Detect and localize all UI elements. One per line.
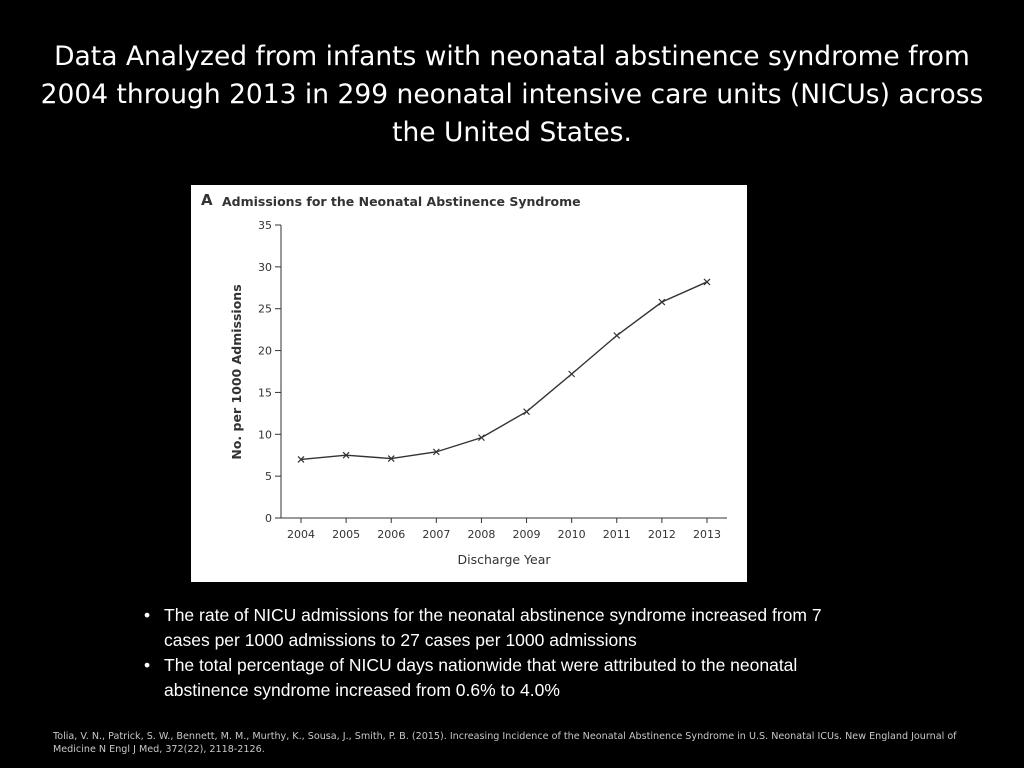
x-tick-label: 2011 <box>602 528 631 541</box>
x-tick-label: 2009 <box>512 528 541 541</box>
data-point-marker <box>704 279 710 285</box>
bullet-list <box>142 603 842 703</box>
bullet-dot-icon: • <box>144 605 151 625</box>
axes <box>258 219 727 541</box>
x-tick-label: 2010 <box>557 528 586 541</box>
y-tick-label: 20 <box>258 344 272 358</box>
chart-panel <box>191 185 747 582</box>
y-tick-label: 30 <box>258 260 272 274</box>
x-tick-label: 2013 <box>693 528 721 541</box>
bullet-item <box>142 653 842 703</box>
x-tick-label: 2004 <box>287 528 315 541</box>
data-point-marker <box>614 333 620 339</box>
y-tick-label: 5 <box>265 470 272 484</box>
x-tick-label: 2008 <box>467 528 496 541</box>
x-tick-label: 2012 <box>647 528 676 541</box>
bullet-text: The rate of NICU admissions for the neonatal abstinence syndrome increased from 7 cases per 1000 admissions to 27 cases per 1000 admissions <box>164 605 822 650</box>
line-chart <box>191 185 747 582</box>
x-axis-label: Discharge Year <box>457 552 551 567</box>
bullet-item <box>142 603 842 653</box>
series-layer <box>298 279 710 462</box>
data-point-marker <box>569 371 575 377</box>
bullet-dot-icon: • <box>144 655 151 675</box>
y-tick-label: 10 <box>258 428 272 442</box>
citation: Tolia, V. N., Patrick, S. W., Bennett, M. M., Murthy, K., Sousa, J., Smith, P. B. (2015). Increasing Incidence of the Neonatal Abstinence Syndrome in U.S. Neonatal ICUs. New England Journal of Medicine N Engl J Med, 372(22), 2118-2126. <box>53 731 957 755</box>
x-tick-label: 2007 <box>422 528 451 541</box>
data-point-marker <box>524 409 530 415</box>
y-tick-label: 35 <box>258 219 272 232</box>
data-point-marker <box>659 299 665 305</box>
series-line <box>301 282 707 459</box>
x-tick-label: 2005 <box>332 528 361 541</box>
y-tick-label: 25 <box>258 302 272 316</box>
chart-title: Admissions for the Neonatal Abstinence Syndrome <box>222 194 581 209</box>
chart-panel-letter: A <box>201 191 213 209</box>
y-axis-label: No. per 1000 Admissions <box>229 284 244 460</box>
y-tick-label: 15 <box>258 386 272 400</box>
bullet-text: The total percentage of NICU days nationwide that were attributed to the neonatal abstinence syndrome increased from 0.6% to 4.0% <box>164 655 798 700</box>
slide-title: Data Analyzed from infants with neonatal abstinence syndrome from 2004 through 2013 in 299 neonatal intensive care units (NICUs) across the United States. <box>40 41 984 148</box>
y-tick-label: 0 <box>265 512 272 525</box>
x-tick-label: 2006 <box>377 528 406 541</box>
